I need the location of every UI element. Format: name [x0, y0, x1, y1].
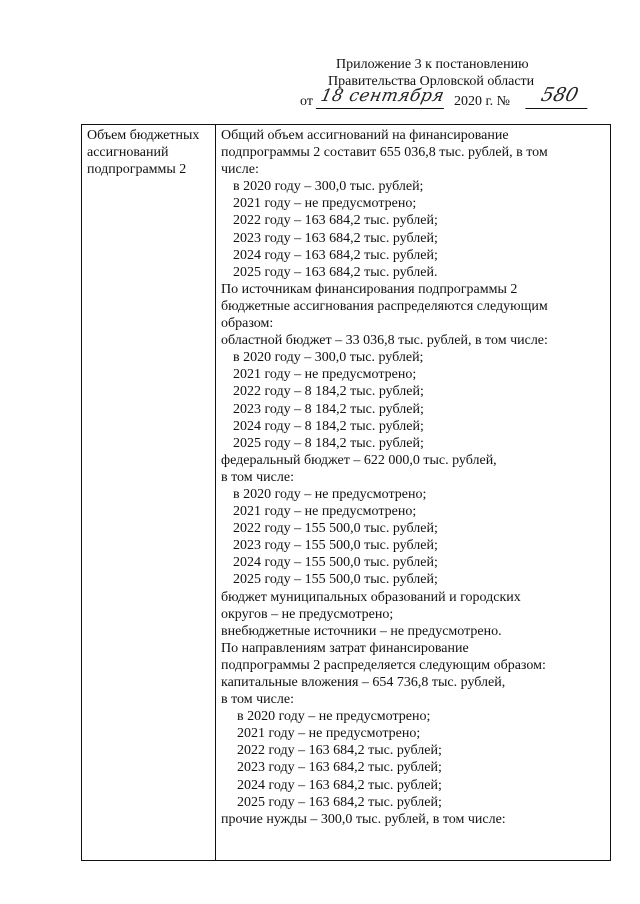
content-line: бюджет муниципальных образований и городских: [221, 589, 521, 605]
content-line: 2023 году – 155 500,0 тыс. рублей;: [233, 538, 438, 554]
from-label: от: [300, 94, 313, 109]
content-line: федеральный бюджет – 622 000,0 тыс. рублей,: [221, 452, 497, 468]
content-line: 2025 году – 163 684,2 тыс. рублей;: [237, 794, 442, 810]
content-line: 2021 году – не предусмотрено;: [233, 367, 417, 383]
content-line: 2025 году – 8 184,2 тыс. рублей;: [233, 435, 424, 451]
content-line: По направлениям затрат финансирование: [221, 640, 469, 656]
document-header: [300, 56, 600, 110]
left-label-line: подпрограммы 2: [87, 162, 187, 178]
content-line: 2025 году – 163 684,2 тыс. рублей.: [233, 264, 438, 280]
content-line: 2023 году – 163 684,2 тыс. рублей;: [237, 760, 442, 776]
content-line: числе:: [221, 162, 259, 178]
content-line: 2023 году – 8 184,2 тыс. рублей;: [233, 401, 424, 417]
content-line: 2024 году – 8 184,2 тыс. рублей;: [233, 418, 424, 434]
content-line: По источникам финансирования подпрограммы 2: [221, 281, 518, 297]
content-line: 2021 году – не предусмотрено;: [233, 504, 417, 520]
content-line: 2021 году – не предусмотрено;: [237, 726, 421, 742]
content-line: 2022 году – 163 684,2 тыс. рублей;: [237, 743, 442, 759]
content-line: бюджетные ассигнования распределяются следующим: [221, 298, 548, 314]
year-number-label: 2020 г. №: [454, 94, 511, 109]
content-line: в 2020 году – 300,0 тыс. рублей;: [233, 179, 424, 195]
content-line: прочие нужды – 300,0 тыс. рублей, в том числе:: [221, 811, 506, 827]
content-line: 2024 году – 163 684,2 тыс. рублей;: [237, 777, 442, 793]
content-line: 2023 году – 163 684,2 тыс. рублей;: [233, 230, 438, 246]
budget-table: [81, 124, 611, 861]
content-line: 2022 году – 155 500,0 тыс. рублей;: [233, 521, 438, 537]
left-label-line: ассигнований: [87, 145, 169, 161]
handwritten-number: 580: [525, 87, 592, 109]
content-line: 2021 году – не предусмотрено;: [233, 196, 417, 212]
date-number-line: [300, 84, 600, 110]
table-row: [82, 125, 611, 861]
content-line: в 2020 году – 300,0 тыс. рублей;: [233, 350, 424, 366]
content-line: в 2020 году – не предусмотрено;: [237, 709, 431, 725]
content-line: областной бюджет – 33 036,8 тыс. рублей, в том числе:: [221, 333, 548, 349]
content-line: 2025 году – 155 500,0 тыс. рублей;: [233, 572, 438, 588]
left-label-cell: [82, 125, 216, 861]
appendix-title: Приложение 3 к постановлению: [336, 57, 529, 72]
content-line: в том числе:: [221, 692, 294, 708]
content-line: 2022 году – 163 684,2 тыс. рублей;: [233, 213, 438, 229]
content-cell: [216, 125, 611, 861]
left-label-line: Объем бюджетных: [87, 128, 200, 143]
content-line: округов – не предусмотрено;: [221, 606, 394, 622]
content-line: капитальные вложения – 654 736,8 тыс. рублей,: [221, 675, 506, 690]
issuer-line: Правительства Орловской области: [328, 74, 535, 89]
content-line: образом:: [221, 316, 274, 332]
handwritten-date: 18 сентября: [316, 88, 448, 109]
content-line: 2024 году – 163 684,2 тыс. рублей;: [233, 247, 438, 263]
content-line: в 2020 году – не предусмотрено;: [233, 486, 427, 502]
content-line: внебюджетные источники – не предусмотрено.: [221, 623, 502, 639]
content-line: 2024 году – 155 500,0 тыс. рублей;: [233, 555, 438, 571]
content-line: Общий объем ассигнований на финансирование: [221, 128, 509, 143]
content-line: в том числе:: [221, 469, 294, 485]
content-line: подпрограммы 2 составит 655 036,8 тыс. рублей, в том: [221, 145, 548, 161]
content-line: 2022 году – 8 184,2 тыс. рублей;: [233, 384, 424, 400]
content-line: подпрограммы 2 распределяется следующим образом:: [221, 657, 546, 673]
